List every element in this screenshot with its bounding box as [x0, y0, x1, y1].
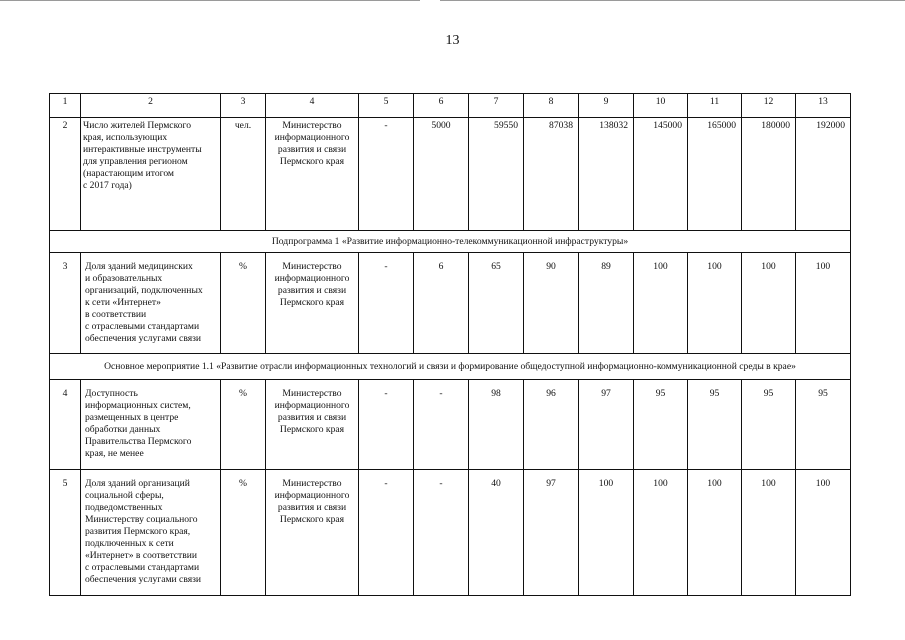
- column-header: 3: [221, 94, 266, 118]
- indicator-name: Доступность информационных систем, размещенных в центре обработки данных Правительства Пермского края, не менее: [81, 380, 221, 470]
- value-cell: 100: [742, 253, 796, 354]
- subprogram-heading: Подпрограмма 1 «Развитие информационно-телекоммуникационной инфраструктуры»: [50, 231, 851, 253]
- value-cell: 100: [796, 470, 851, 596]
- value-cell: 5000: [414, 118, 469, 231]
- header-row: [50, 94, 851, 118]
- row-number: 2: [50, 118, 81, 231]
- value-cell: 95: [796, 380, 851, 470]
- row-number: 4: [50, 380, 81, 470]
- column-header: 10: [634, 94, 688, 118]
- column-header: 7: [469, 94, 524, 118]
- scan-top-edge-right: [440, 0, 905, 1]
- value-cell: 90: [524, 253, 579, 354]
- unit-cell: чел.: [221, 118, 266, 231]
- value-cell: -: [359, 470, 414, 596]
- unit-cell: %: [221, 470, 266, 596]
- column-header: 5: [359, 94, 414, 118]
- value-cell: 145000: [634, 118, 688, 231]
- value-cell: 98: [469, 380, 524, 470]
- value-cell: -: [359, 118, 414, 231]
- row-number: 3: [50, 253, 81, 354]
- value-cell: 87038: [524, 118, 579, 231]
- value-cell: 97: [579, 380, 634, 470]
- value-cell: 138032: [579, 118, 634, 231]
- value-cell: 95: [634, 380, 688, 470]
- column-header: 9: [579, 94, 634, 118]
- unit-cell: %: [221, 380, 266, 470]
- row-number: 5: [50, 470, 81, 596]
- value-cell: 40: [469, 470, 524, 596]
- column-header: 13: [796, 94, 851, 118]
- ministry-cell: Министерство информационного развития и связи Пермского края: [266, 470, 359, 596]
- value-cell: -: [414, 380, 469, 470]
- value-cell: -: [359, 253, 414, 354]
- ministry-cell: Министерство информационного развития и связи Пермского края: [266, 253, 359, 354]
- column-header: 11: [688, 94, 742, 118]
- page-number: 13: [445, 33, 460, 48]
- value-cell: 165000: [688, 118, 742, 231]
- indicators-table: [49, 93, 851, 596]
- value-cell: 100: [688, 253, 742, 354]
- value-cell: 100: [634, 470, 688, 596]
- column-header: 12: [742, 94, 796, 118]
- table-row: [50, 470, 851, 596]
- column-header: 6: [414, 94, 469, 118]
- ministry-cell: Министерство информационного развития и связи Пермского края: [266, 380, 359, 470]
- value-cell: 59550: [469, 118, 524, 231]
- unit-cell: %: [221, 253, 266, 354]
- value-cell: 100: [688, 470, 742, 596]
- value-cell: 100: [634, 253, 688, 354]
- value-cell: 97: [524, 470, 579, 596]
- value-cell: 96: [524, 380, 579, 470]
- activity-heading: Основное мероприятие 1.1 «Развитие отрасли информационных технологий и связи и формирование общедоступной информационно-коммуникационной среды в крае»: [50, 354, 851, 380]
- value-cell: 95: [688, 380, 742, 470]
- section-row: [50, 231, 851, 253]
- value-cell: 65: [469, 253, 524, 354]
- value-cell: 95: [742, 380, 796, 470]
- value-cell: 100: [742, 470, 796, 596]
- column-header: 8: [524, 94, 579, 118]
- scan-top-edge-left: [0, 0, 420, 1]
- value-cell: 180000: [742, 118, 796, 231]
- column-header: 4: [266, 94, 359, 118]
- value-cell: 6: [414, 253, 469, 354]
- value-cell: -: [359, 380, 414, 470]
- value-cell: -: [414, 470, 469, 596]
- table-row: [50, 253, 851, 354]
- table-row: [50, 380, 851, 470]
- value-cell: 100: [796, 253, 851, 354]
- section-row: [50, 354, 851, 380]
- value-cell: 100: [579, 470, 634, 596]
- table-row: [50, 118, 851, 231]
- value-cell: 89: [579, 253, 634, 354]
- column-header: 1: [50, 94, 81, 118]
- column-header: 2: [81, 94, 221, 118]
- indicator-name: Доля зданий организаций социальной сферы, подведомственных Министерству социального развития Пермского края, подключенных к сети «Интернет» в соответствии с отраслевыми стандартами обеспечения услугами связи: [81, 470, 221, 596]
- ministry-cell: Министерство информационного развития и связи Пермского края: [266, 118, 359, 231]
- indicator-name: Доля зданий медицинских и образовательных организаций, подключенных к сети «Интернет» в соответствии с отраслевыми стандартами обеспечения услугами связи: [81, 253, 221, 354]
- value-cell: 192000: [796, 118, 851, 231]
- indicator-name: Число жителей Пермского края, использующих интерактивные инструменты для управления регионом (нарастающим итогом с 2017 года): [81, 118, 221, 231]
